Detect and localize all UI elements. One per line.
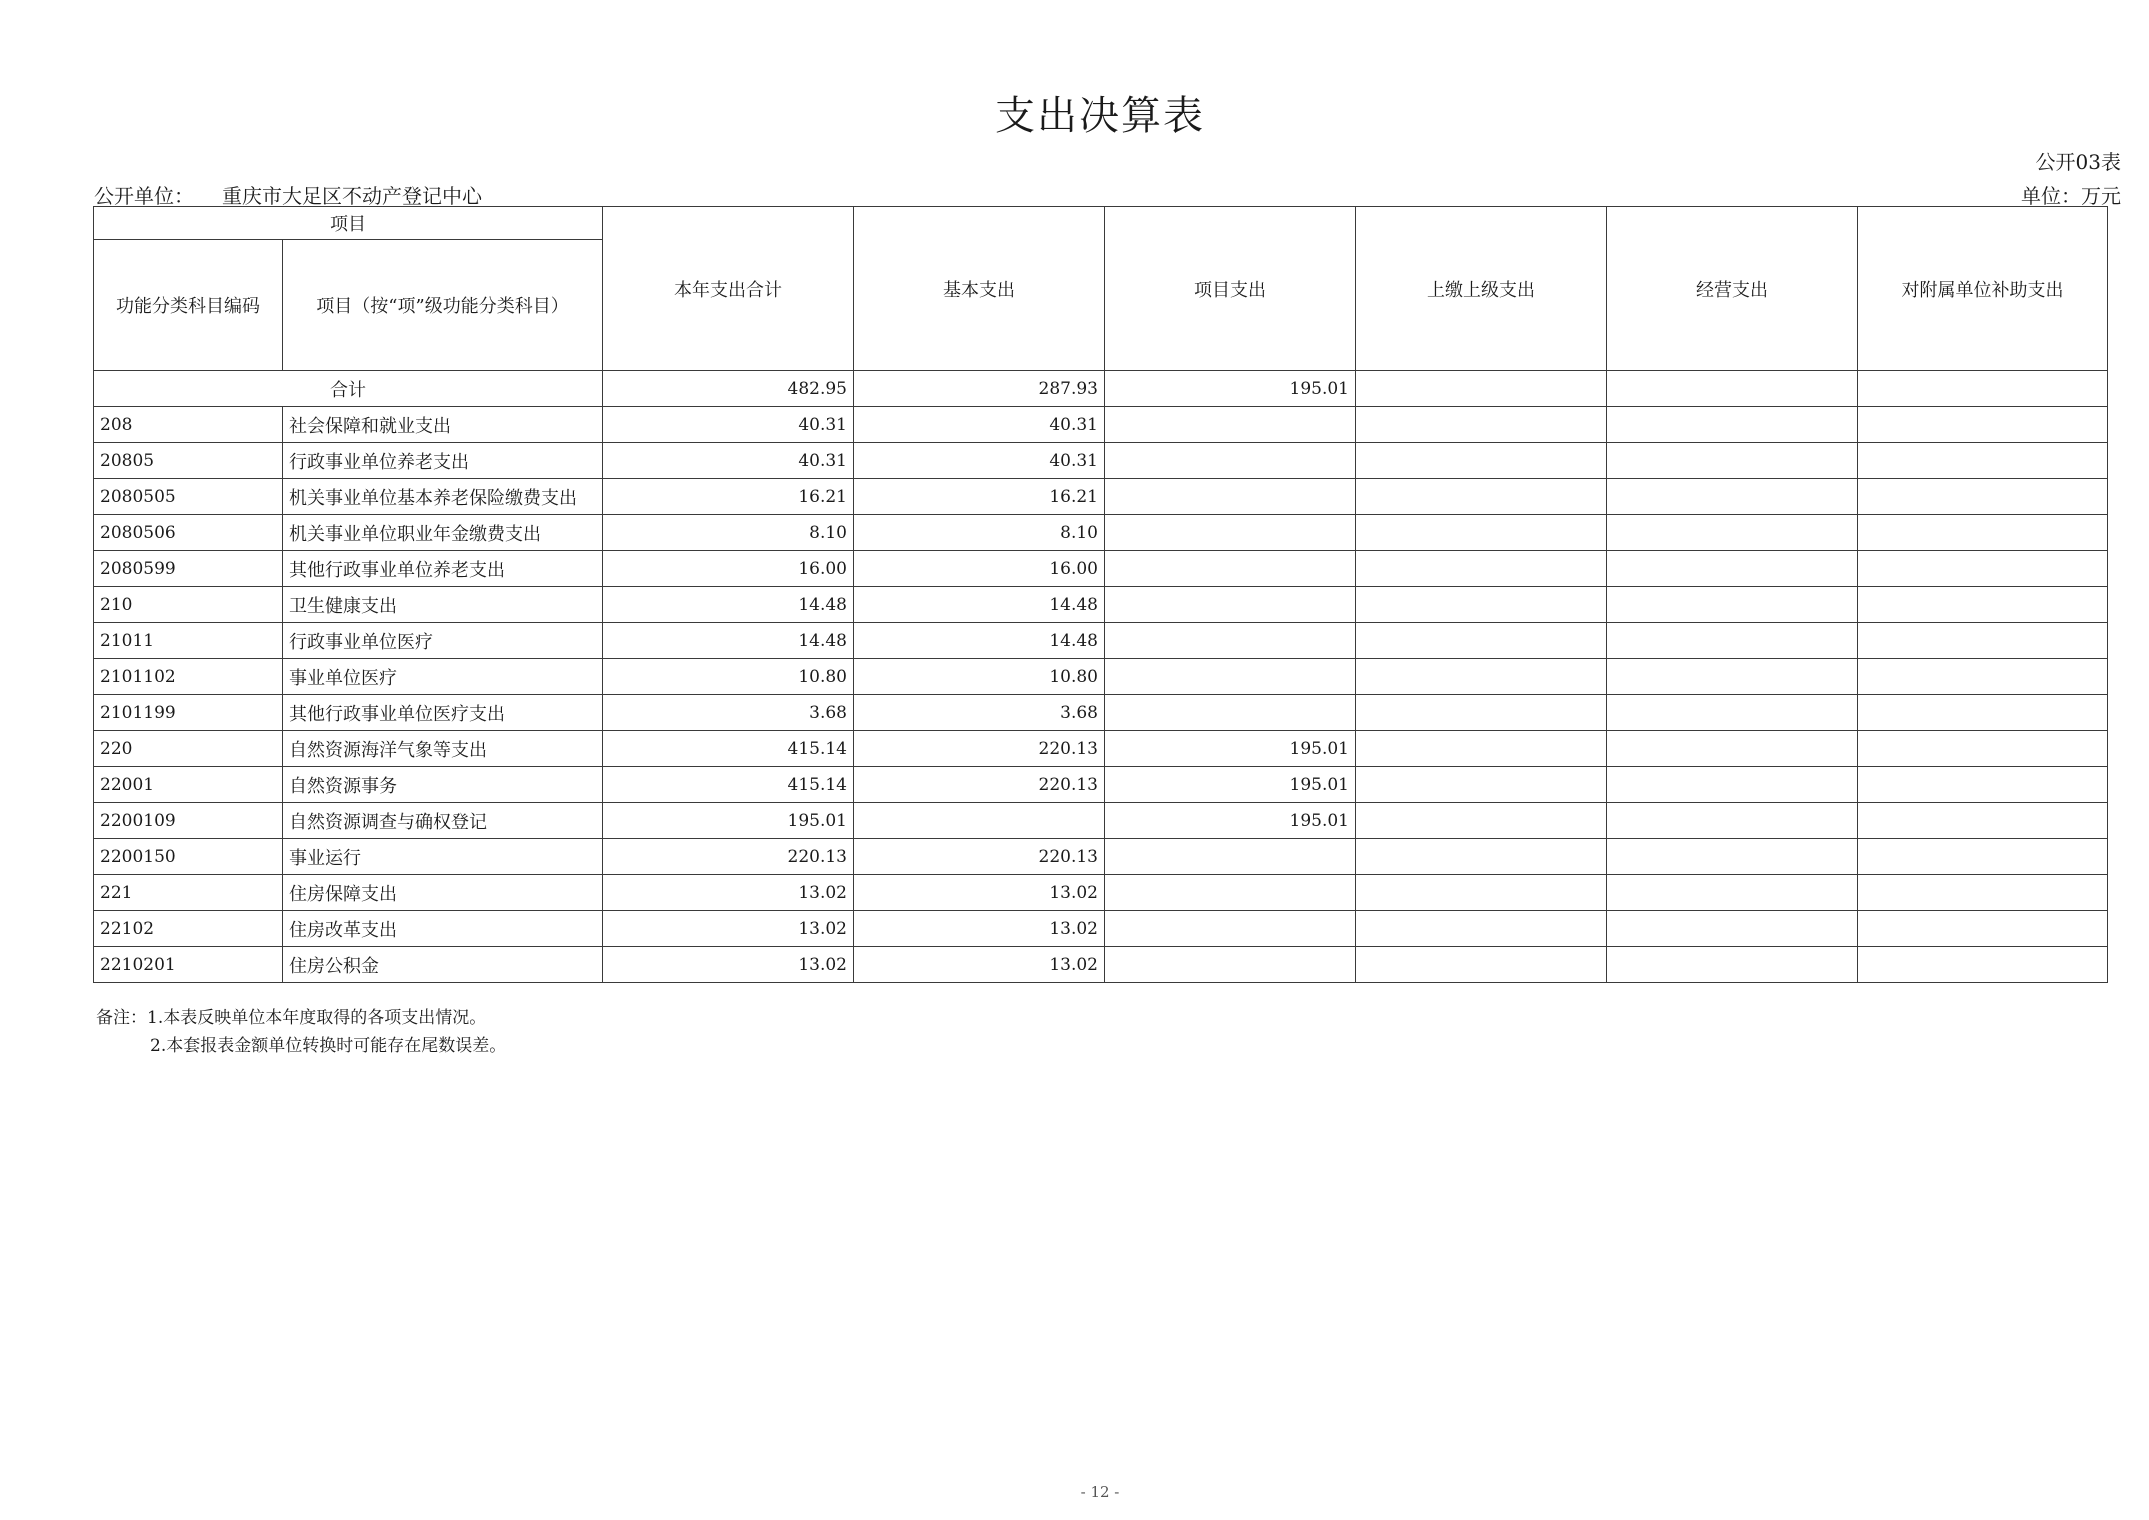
amount-cell bbox=[1105, 695, 1356, 731]
amount-cell: 40.31 bbox=[603, 443, 854, 479]
amount-cell bbox=[1858, 407, 2108, 443]
table-row bbox=[94, 443, 2108, 479]
amount-cell bbox=[1356, 803, 1607, 839]
amount-cell bbox=[1607, 659, 1858, 695]
amount-cell bbox=[1105, 875, 1356, 911]
function-code-cell: 2200109 bbox=[94, 803, 283, 839]
item-name-cell: 自然资源调查与确权登记 bbox=[283, 803, 603, 839]
note-line: 2.本套报表金额单位转换时可能存在尾数误差。 bbox=[150, 1036, 507, 1056]
item-name-cell: 社会保障和就业支出 bbox=[283, 407, 603, 443]
table-row bbox=[94, 839, 2108, 875]
amount-cell bbox=[1356, 407, 1607, 443]
amount-cell: 3.68 bbox=[854, 695, 1105, 731]
amount-cell: 13.02 bbox=[603, 947, 854, 983]
amount-cell bbox=[1105, 515, 1356, 551]
amount-cell bbox=[1356, 515, 1607, 551]
amount-cell bbox=[1356, 731, 1607, 767]
amount-cell bbox=[1607, 803, 1858, 839]
amount-cell: 14.48 bbox=[603, 587, 854, 623]
amount-cell: 16.00 bbox=[603, 551, 854, 587]
amount-cell: 40.31 bbox=[854, 443, 1105, 479]
function-code-cell: 221 bbox=[94, 875, 283, 911]
item-name-cell: 住房改革支出 bbox=[283, 911, 603, 947]
total-cell bbox=[1356, 371, 1607, 407]
function-code-cell: 2101102 bbox=[94, 659, 283, 695]
total-cell: 287.93 bbox=[854, 371, 1105, 407]
item-name-cell: 自然资源海洋气象等支出 bbox=[283, 731, 603, 767]
amount-cell: 16.21 bbox=[854, 479, 1105, 515]
header-function-code: 功能分类科目编码 bbox=[94, 240, 283, 371]
item-name-cell: 机关事业单位基本养老保险缴费支出 bbox=[283, 479, 603, 515]
amount-cell bbox=[1858, 731, 2108, 767]
table-row bbox=[94, 623, 2108, 659]
amount-cell: 10.80 bbox=[603, 659, 854, 695]
amount-cell bbox=[1858, 875, 2108, 911]
table-row bbox=[94, 767, 2108, 803]
amount-cell bbox=[1105, 839, 1356, 875]
table-row bbox=[94, 911, 2108, 947]
table-row bbox=[94, 659, 2108, 695]
table-row bbox=[94, 515, 2108, 551]
amount-cell bbox=[1858, 551, 2108, 587]
function-code-cell: 208 bbox=[94, 407, 283, 443]
amount-cell: 195.01 bbox=[1105, 767, 1356, 803]
amount-cell bbox=[1105, 443, 1356, 479]
amount-cell: 195.01 bbox=[603, 803, 854, 839]
function-code-cell: 22102 bbox=[94, 911, 283, 947]
amount-cell bbox=[1105, 407, 1356, 443]
amount-cell bbox=[1105, 947, 1356, 983]
function-code-cell: 21011 bbox=[94, 623, 283, 659]
amount-cell bbox=[1858, 587, 2108, 623]
amount-cell: 195.01 bbox=[1105, 803, 1356, 839]
amount-cell bbox=[1607, 443, 1858, 479]
total-label: 合计 bbox=[94, 371, 603, 407]
table-row bbox=[94, 731, 2108, 767]
total-cell: 195.01 bbox=[1105, 371, 1356, 407]
table-row bbox=[94, 875, 2108, 911]
amount-cell bbox=[1607, 623, 1858, 659]
amount-cell bbox=[1858, 695, 2108, 731]
amount-cell bbox=[1607, 551, 1858, 587]
item-name-cell: 行政事业单位医疗 bbox=[283, 623, 603, 659]
header-remit-superior: 上缴上级支出 bbox=[1356, 207, 1607, 371]
item-name-cell: 住房公积金 bbox=[283, 947, 603, 983]
amount-cell bbox=[1607, 479, 1858, 515]
total-row bbox=[94, 371, 2108, 407]
amount-cell: 220.13 bbox=[603, 839, 854, 875]
table-row bbox=[94, 947, 2108, 983]
function-code-cell: 2080506 bbox=[94, 515, 283, 551]
item-name-cell: 事业单位医疗 bbox=[283, 659, 603, 695]
reporting-unit-value: 重庆市大足区不动产登记中心 bbox=[222, 184, 482, 208]
amount-cell bbox=[1858, 623, 2108, 659]
amount-cell: 14.48 bbox=[603, 623, 854, 659]
amount-cell bbox=[1105, 551, 1356, 587]
amount-cell bbox=[1607, 947, 1858, 983]
amount-cell bbox=[1356, 767, 1607, 803]
amount-cell bbox=[1356, 911, 1607, 947]
total-cell bbox=[1607, 371, 1858, 407]
amount-cell: 13.02 bbox=[603, 911, 854, 947]
function-code-cell: 22001 bbox=[94, 767, 283, 803]
amount-cell bbox=[1356, 479, 1607, 515]
amount-cell: 16.21 bbox=[603, 479, 854, 515]
amount-cell bbox=[1105, 911, 1356, 947]
amount-cell: 415.14 bbox=[603, 731, 854, 767]
function-code-cell: 2210201 bbox=[94, 947, 283, 983]
amount-cell bbox=[1607, 839, 1858, 875]
header-project-group: 项目 bbox=[94, 207, 603, 240]
total-cell bbox=[1858, 371, 2108, 407]
amount-cell bbox=[1356, 947, 1607, 983]
amount-cell bbox=[1607, 911, 1858, 947]
function-code-cell: 20805 bbox=[94, 443, 283, 479]
amount-cell bbox=[1607, 695, 1858, 731]
item-name-cell: 机关事业单位职业年金缴费支出 bbox=[283, 515, 603, 551]
table-body bbox=[94, 371, 2108, 983]
header-subsidy-subordinate: 对附属单位补助支出 bbox=[1858, 207, 2108, 371]
amount-cell bbox=[1607, 767, 1858, 803]
amount-cell bbox=[1858, 659, 2108, 695]
reporting-unit-label: 公开单位： bbox=[94, 184, 194, 208]
amount-cell bbox=[1356, 875, 1607, 911]
amount-cell bbox=[1858, 911, 2108, 947]
page-number: - 12 - bbox=[1080, 1483, 1120, 1501]
amount-cell bbox=[1858, 479, 2108, 515]
header-total-expenditure: 本年支出合计 bbox=[603, 207, 854, 371]
amount-cell: 13.02 bbox=[854, 947, 1105, 983]
amount-cell: 415.14 bbox=[603, 767, 854, 803]
item-name-cell: 其他行政事业单位养老支出 bbox=[283, 551, 603, 587]
amount-cell: 13.02 bbox=[854, 911, 1105, 947]
header-item-name: 项目（按“项”级功能分类科目） bbox=[283, 240, 603, 371]
function-code-cell: 2101199 bbox=[94, 695, 283, 731]
amount-cell bbox=[1858, 803, 2108, 839]
item-name-cell: 住房保障支出 bbox=[283, 875, 603, 911]
amount-cell: 10.80 bbox=[854, 659, 1105, 695]
reporting-unit bbox=[94, 180, 482, 209]
amount-cell: 14.48 bbox=[854, 587, 1105, 623]
amount-cell bbox=[1607, 587, 1858, 623]
header-operating-expenditure: 经营支出 bbox=[1607, 207, 1858, 371]
amount-cell bbox=[1356, 623, 1607, 659]
amount-cell bbox=[1356, 551, 1607, 587]
item-name-cell: 其他行政事业单位医疗支出 bbox=[283, 695, 603, 731]
amount-cell: 3.68 bbox=[603, 695, 854, 731]
amount-cell bbox=[1858, 839, 2108, 875]
function-code-cell: 2200150 bbox=[94, 839, 283, 875]
amount-cell bbox=[1858, 515, 2108, 551]
amount-cell bbox=[1607, 875, 1858, 911]
amount-cell: 16.00 bbox=[854, 551, 1105, 587]
function-code-cell: 220 bbox=[94, 731, 283, 767]
function-code-cell: 2080505 bbox=[94, 479, 283, 515]
header-basic-expenditure: 基本支出 bbox=[854, 207, 1105, 371]
amount-cell bbox=[1356, 839, 1607, 875]
money-unit: 单位：万元 bbox=[2021, 184, 2121, 208]
function-code-cell: 2080599 bbox=[94, 551, 283, 587]
amount-cell bbox=[854, 803, 1105, 839]
amount-cell: 40.31 bbox=[603, 407, 854, 443]
amount-cell bbox=[1858, 767, 2108, 803]
amount-cell: 195.01 bbox=[1105, 731, 1356, 767]
total-cell: 482.95 bbox=[603, 371, 854, 407]
note-line: 备注：1.本表反映单位本年度取得的各项支出情况。 bbox=[96, 1008, 487, 1028]
amount-cell bbox=[1858, 443, 2108, 479]
amount-cell bbox=[1858, 947, 2108, 983]
header-project-expenditure: 项目支出 bbox=[1105, 207, 1356, 371]
amount-cell bbox=[1356, 443, 1607, 479]
table-row bbox=[94, 587, 2108, 623]
amount-cell bbox=[1105, 587, 1356, 623]
amount-cell: 220.13 bbox=[854, 839, 1105, 875]
table-row bbox=[94, 407, 2108, 443]
table-row bbox=[94, 479, 2108, 515]
notes bbox=[96, 1004, 506, 1060]
amount-cell bbox=[1356, 587, 1607, 623]
item-name-cell: 自然资源事务 bbox=[283, 767, 603, 803]
item-name-cell: 行政事业单位养老支出 bbox=[283, 443, 603, 479]
page-title: 支出决算表 bbox=[995, 93, 1205, 139]
table-row bbox=[94, 695, 2108, 731]
amount-cell: 13.02 bbox=[603, 875, 854, 911]
amount-cell bbox=[1105, 623, 1356, 659]
item-name-cell: 卫生健康支出 bbox=[283, 587, 603, 623]
amount-cell bbox=[1607, 515, 1858, 551]
table-row bbox=[94, 803, 2108, 839]
amount-cell: 220.13 bbox=[854, 767, 1105, 803]
form-number: 公开03表 bbox=[2035, 150, 2121, 174]
amount-cell bbox=[1105, 659, 1356, 695]
amount-cell bbox=[1356, 659, 1607, 695]
table-row bbox=[94, 551, 2108, 587]
function-code-cell: 210 bbox=[94, 587, 283, 623]
item-name-cell: 事业运行 bbox=[283, 839, 603, 875]
amount-cell bbox=[1105, 479, 1356, 515]
amount-cell: 8.10 bbox=[854, 515, 1105, 551]
amount-cell bbox=[1356, 695, 1607, 731]
amount-cell bbox=[1607, 731, 1858, 767]
expenditure-table bbox=[93, 206, 2108, 983]
amount-cell: 40.31 bbox=[854, 407, 1105, 443]
amount-cell: 14.48 bbox=[854, 623, 1105, 659]
amount-cell: 220.13 bbox=[854, 731, 1105, 767]
amount-cell: 8.10 bbox=[603, 515, 854, 551]
amount-cell: 13.02 bbox=[854, 875, 1105, 911]
amount-cell bbox=[1607, 407, 1858, 443]
